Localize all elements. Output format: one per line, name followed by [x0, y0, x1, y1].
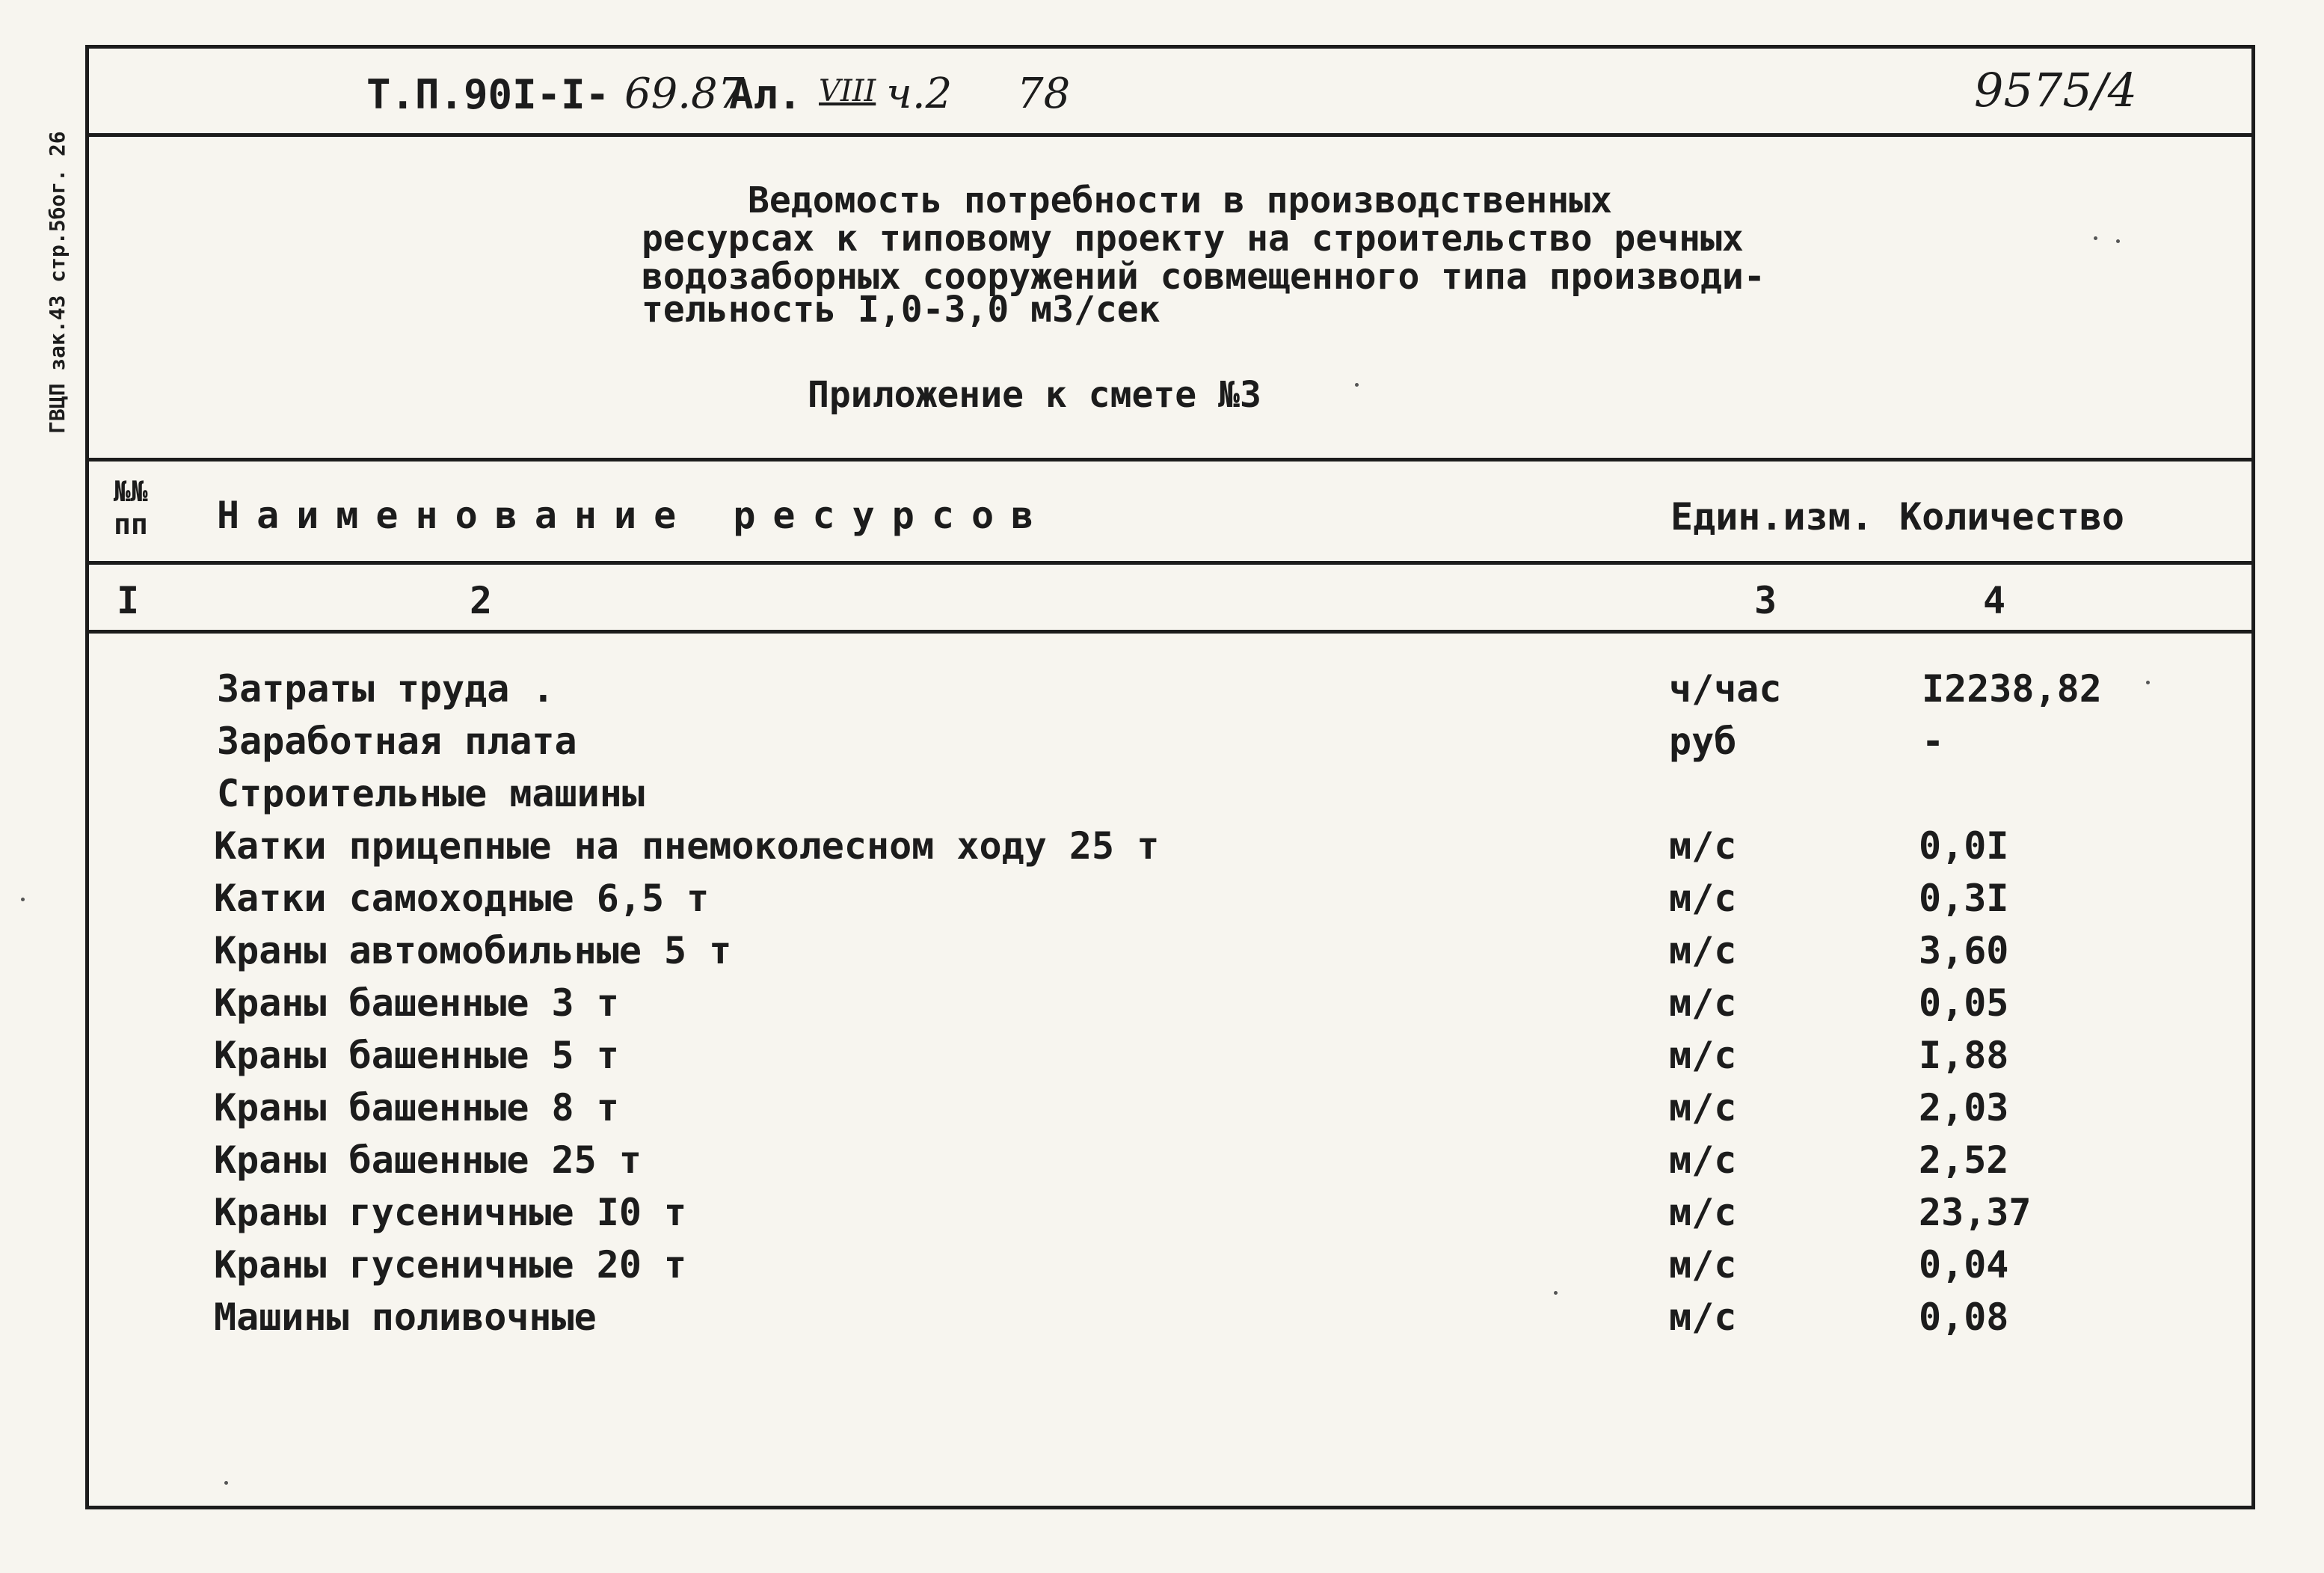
- column-header-name: Наименование ресурсов: [217, 494, 1051, 537]
- scan-speck: [2116, 239, 2120, 243]
- scan-speck: [2094, 236, 2097, 240]
- row-unit: ч/час: [1669, 667, 1782, 711]
- column-header-unit: Един.изм.: [1670, 495, 1873, 539]
- row-name: Краны автомобильные 5 т: [214, 929, 732, 972]
- row-unit: м/с: [1669, 824, 1737, 868]
- scan-speck: [1554, 1291, 1558, 1295]
- album-number: VIII: [819, 74, 876, 108]
- title-line-2: ресурсах к типовому проекту на строительство речных: [642, 218, 1744, 260]
- row-name: Краны башенные 5 т: [214, 1034, 619, 1077]
- row-quantity: 0,0I: [1919, 824, 2009, 868]
- column-number-1: I: [117, 579, 140, 622]
- project-prefix: Т.П.90I-I-: [366, 71, 610, 118]
- appendix-title: Приложение к смете №3: [808, 374, 1261, 416]
- row-unit: м/с: [1669, 1191, 1737, 1234]
- row-name: Строительные машины: [217, 772, 645, 815]
- page-number: 78: [1017, 70, 1071, 118]
- row-quantity: I,88: [1919, 1034, 2009, 1077]
- title-line-1: Ведомость потребности в производственных: [748, 180, 1612, 221]
- row-quantity: 0,04: [1919, 1243, 2009, 1287]
- scan-speck: [21, 898, 25, 901]
- row-unit: м/с: [1669, 877, 1737, 920]
- row-quantity: 23,37: [1919, 1191, 2032, 1234]
- row-unit: м/с: [1669, 1138, 1737, 1182]
- title-line-3: водозаборных сооружений совмещенного типа производи-: [642, 256, 1765, 298]
- title-line-4: тельность I,0-3,0 м3/сек: [642, 289, 1161, 331]
- column-number-3: 3: [1754, 579, 1777, 622]
- row-name: Катки прицепные на пнемоколесном ходу 25 т: [214, 824, 1160, 868]
- column-header-quantity: Количество: [1899, 495, 2125, 539]
- row-quantity: 2,52: [1919, 1138, 2009, 1182]
- row-name: Краны башенные 3 т: [214, 981, 619, 1025]
- row-unit: м/с: [1669, 1243, 1737, 1287]
- row-unit: м/с: [1669, 1034, 1737, 1077]
- row-name: Катки самоходные 6,5 т: [214, 877, 710, 920]
- row-name: Краны башенные 25 т: [214, 1138, 642, 1182]
- row-quantity: 3,60: [1919, 929, 2009, 972]
- row-name: Заработная плата: [217, 720, 577, 763]
- scan-speck: [224, 1481, 228, 1485]
- header-divider: [85, 133, 2255, 137]
- row-unit: м/с: [1669, 929, 1737, 972]
- row-name: Затраты труда .: [217, 667, 555, 711]
- row-quantity: 0,3I: [1919, 877, 2009, 920]
- row-unit: м/с: [1669, 1086, 1737, 1129]
- row-unit: м/с: [1669, 1295, 1737, 1339]
- album-label: Ал.: [729, 71, 802, 118]
- scan-speck: [2146, 681, 2150, 684]
- part-number: ч.2: [886, 70, 953, 118]
- row-quantity: -: [1922, 720, 1945, 763]
- row-unit: руб: [1669, 720, 1737, 763]
- header-bottom-border: [85, 561, 2255, 565]
- side-archive-stamp: [7, 30, 70, 479]
- column-number-4: 4: [1983, 579, 2006, 622]
- inventory-number: 9575/4: [1974, 63, 2138, 117]
- project-suffix: 69.87: [624, 70, 745, 118]
- row-name: Краны гусеничные I0 т: [214, 1191, 687, 1234]
- row-quantity: 2,03: [1919, 1086, 2009, 1129]
- row-unit: м/с: [1669, 981, 1737, 1025]
- row-name: Краны башенные 8 т: [214, 1086, 619, 1129]
- scan-speck: [1355, 383, 1359, 387]
- row-name: Краны гусеничные 20 т: [214, 1243, 687, 1287]
- column-header-number: №№ пп: [114, 475, 148, 541]
- row-quantity: 0,08: [1919, 1295, 2009, 1339]
- side-stamp-text: ГВЦП зак.43 стр.5бог. 26: [45, 131, 70, 434]
- table-top-border: [85, 458, 2255, 462]
- column-numbers-divider: [85, 630, 2255, 634]
- row-quantity: I2238,82: [1922, 667, 2102, 711]
- row-quantity: 0,05: [1919, 981, 2009, 1025]
- column-number-2: 2: [470, 579, 493, 622]
- row-name: Машины поливочные: [214, 1295, 597, 1339]
